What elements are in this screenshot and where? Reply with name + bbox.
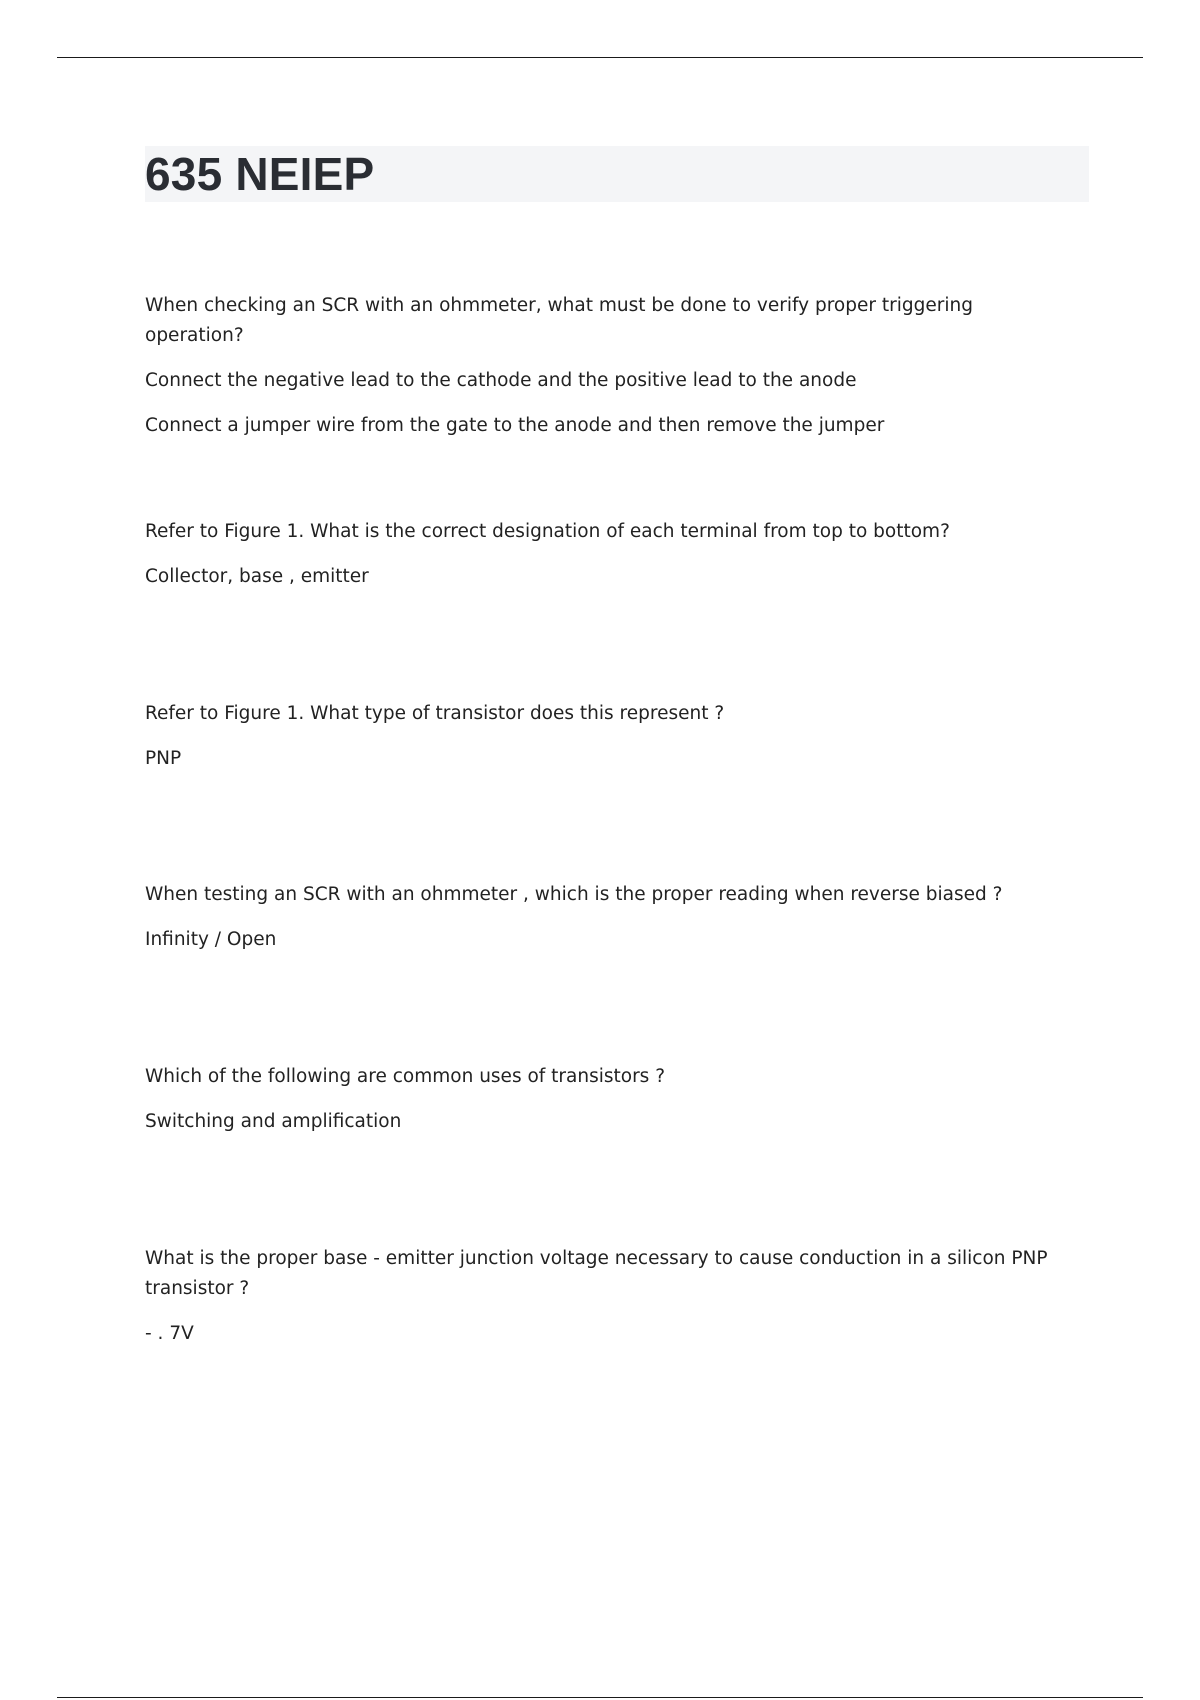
answer-text: Infinity / Open [145, 929, 277, 950]
qa-item-6 [145, 1244, 1075, 1349]
answer-text: Connect the negative lead to the cathode and the positive lead to the anode [145, 370, 857, 391]
answer-text: PNP [145, 748, 182, 769]
title-band [145, 146, 1089, 202]
question-text: When testing an SCR with an ohmmeter , which is the proper reading when reverse biased ? [145, 884, 1003, 905]
qa-item-3 [145, 699, 1075, 774]
document-title: 635 NEIEP [145, 148, 375, 200]
question-text: When checking an SCR with an ohmmeter, what must be done to verify proper triggering operation? [145, 295, 973, 346]
qa-item-5 [145, 1062, 1075, 1137]
question-text: Which of the following are common uses of transistors ? [145, 1066, 666, 1087]
qa-item-2 [145, 517, 1075, 592]
answer-text: Connect a jumper wire from the gate to the anode and then remove the jumper [145, 415, 885, 436]
top-rule [57, 57, 1143, 58]
question-text: What is the proper base - emitter junction voltage necessary to cause conduction in a silicon PNP [145, 1248, 1048, 1269]
qa-item-1 [145, 291, 1075, 441]
answer-text: Collector, base , emitter [145, 566, 369, 587]
question-text-continued: transistor ? [145, 1278, 250, 1299]
answer-text: - . 7V [145, 1323, 194, 1344]
question-text: Refer to Figure 1. What is the correct designation of each terminal from top to bottom? [145, 521, 950, 542]
bottom-rule [57, 1697, 1143, 1698]
qa-item-4 [145, 880, 1075, 955]
question-text: Refer to Figure 1. What type of transistor does this represent ? [145, 703, 725, 724]
answer-text: Switching and amplification [145, 1111, 402, 1132]
